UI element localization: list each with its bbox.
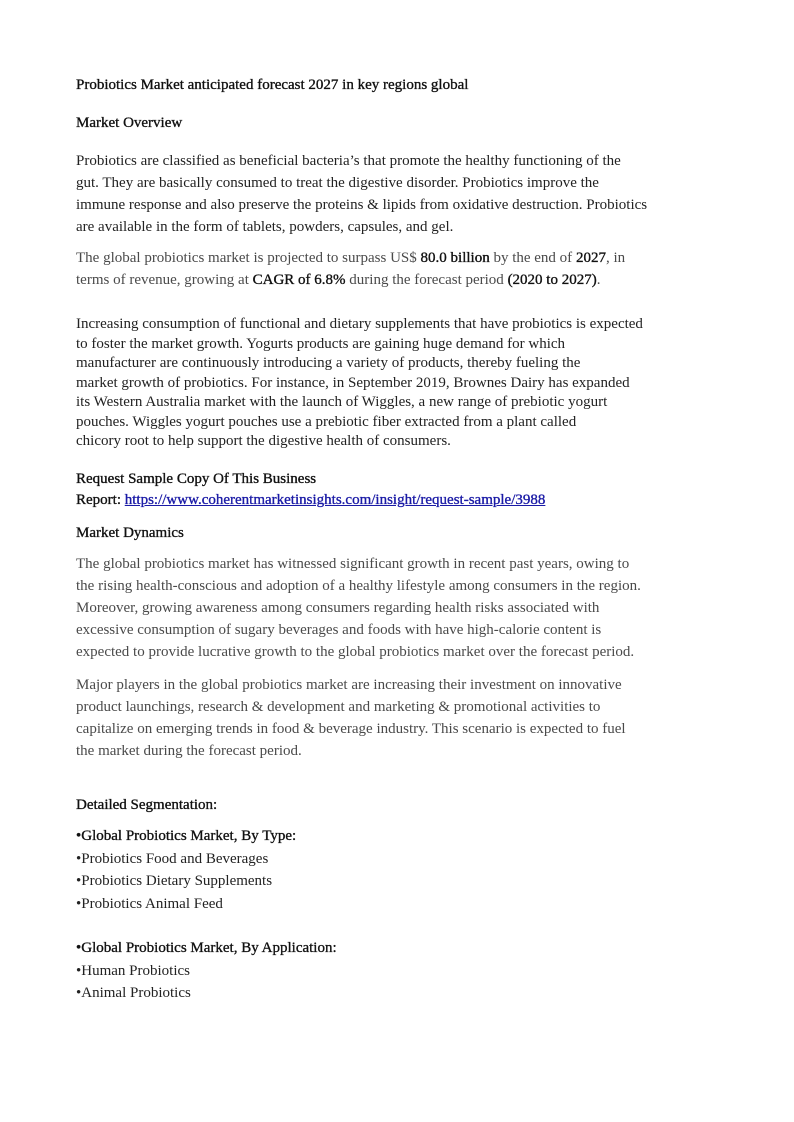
segment-heading: •Global Probiotics Market, By Application:	[76, 940, 337, 956]
players-paragraph	[76, 674, 716, 762]
paragraph-line: The global probiotics market has witnessed significant growth in recent past years, owing to	[76, 556, 630, 572]
list-item: •Human Probiotics	[76, 962, 190, 979]
overview-heading: Market Overview	[76, 115, 183, 131]
list-item: •Animal Probiotics	[76, 985, 191, 1001]
text-run: The global probiotics market is projected to surpass US$	[76, 250, 421, 266]
paragraph-line: gut. They are basically consumed to treat the digestive disorder. Probiotics improve the	[76, 175, 599, 191]
document-title: Probiotics Market anticipated forecast 2027 in key regions global	[76, 77, 469, 93]
list-item: •Probiotics Dietary Supplements	[76, 873, 273, 889]
request-sample-heading: Request Sample Copy Of This Business	[76, 471, 317, 487]
paragraph-line: pouches. Wiggles yogurt pouches use a prebiotic fiber extracted from a plant called	[76, 413, 577, 430]
request-sample-link[interactable]: https://www.coherentmarketinsights.com/insight/request-sample/3988	[124, 492, 546, 508]
list-item: •Probiotics Food and Beverages	[76, 850, 269, 867]
list-item: •Probiotics Animal Feed	[76, 895, 223, 912]
dynamics-heading-block	[76, 523, 716, 543]
dynamics-paragraph	[76, 553, 716, 663]
overview-paragraph	[76, 150, 716, 238]
paragraph-line	[76, 247, 716, 269]
segmentation-heading-block	[76, 795, 716, 815]
segment-by-application-list	[76, 937, 716, 1005]
paragraph-line: market growth of probiotics. For instance, in September 2019, Brownes Dairy has expanded	[76, 374, 630, 391]
text-run: terms of revenue, growing at	[76, 272, 253, 288]
forecast-year: 2027	[575, 250, 606, 266]
paragraph-line: immune response and also preserve the proteins & lipids from oxidative destruction. Probiotics	[76, 197, 648, 213]
paragraph-line: its Western Australia market with the launch of Wiggles, a new range of prebiotic yogurt	[76, 394, 608, 410]
paragraph-line: Probiotics are classified as beneficial bacteria’s that promote the healthy functioning of the	[76, 153, 621, 169]
segment-by-type-list	[76, 825, 716, 915]
paragraph-line: product launchings, research & development and marketing & promotional activities to	[76, 699, 601, 715]
segment-heading: •Global Probiotics Market, By Type:	[76, 828, 297, 844]
request-report-line	[76, 490, 716, 510]
paragraph-line	[76, 269, 716, 291]
request-sample-block	[76, 469, 716, 510]
paragraph-line: excessive consumption of sugary beverages and foods with have high-calorie content is	[76, 622, 602, 638]
cagr-value: CAGR of 6.8%	[252, 272, 346, 288]
paragraph-line: Increasing consumption of functional and dietary supplements that have probiotics is expected	[76, 316, 643, 332]
paragraph-line: manufacturer are continuously introducing a variety of products, thereby fueling the	[76, 355, 581, 371]
overview-heading-block	[76, 113, 716, 133]
text-run: by the end of	[489, 250, 576, 266]
market-value: 80.0 billion	[420, 250, 490, 266]
paragraph-line: to foster the market growth. Yogurts products are gaining huge demand for which	[76, 335, 566, 352]
paragraph-line: are available in the form of tablets, powders, capsules, and gel.	[76, 219, 454, 235]
paragraph-line: capitalize on emerging trends in food & beverage industry. This scenario is expected to fuel	[76, 721, 626, 737]
forecast-period: (2020 to 2027)	[507, 272, 597, 288]
document-title-block	[76, 75, 716, 95]
paragraph-line: chicory root to help support the digestive health of consumers.	[76, 433, 451, 449]
growth-paragraph	[76, 315, 716, 452]
report-label: Report:	[76, 492, 125, 508]
text-run: during the forecast period	[345, 272, 508, 288]
paragraph-line: expected to provide lucrative growth to the global probiotics market over the forecast period.	[76, 644, 635, 660]
dynamics-heading: Market Dynamics	[76, 525, 184, 541]
segmentation-heading: Detailed Segmentation:	[76, 797, 218, 813]
projection-paragraph	[76, 247, 716, 291]
paragraph-line: Moreover, growing awareness among consumers regarding health risks associated with	[76, 600, 600, 616]
paragraph-line: Major players in the global probiotics market are increasing their investment on innovative	[76, 677, 622, 693]
paragraph-line: the rising health-conscious and adoption of a healthy lifestyle among consumers in the region.	[76, 578, 641, 594]
text-run: .	[596, 272, 601, 288]
text-run: , in	[605, 250, 626, 266]
paragraph-line: the market during the forecast period.	[76, 743, 302, 759]
